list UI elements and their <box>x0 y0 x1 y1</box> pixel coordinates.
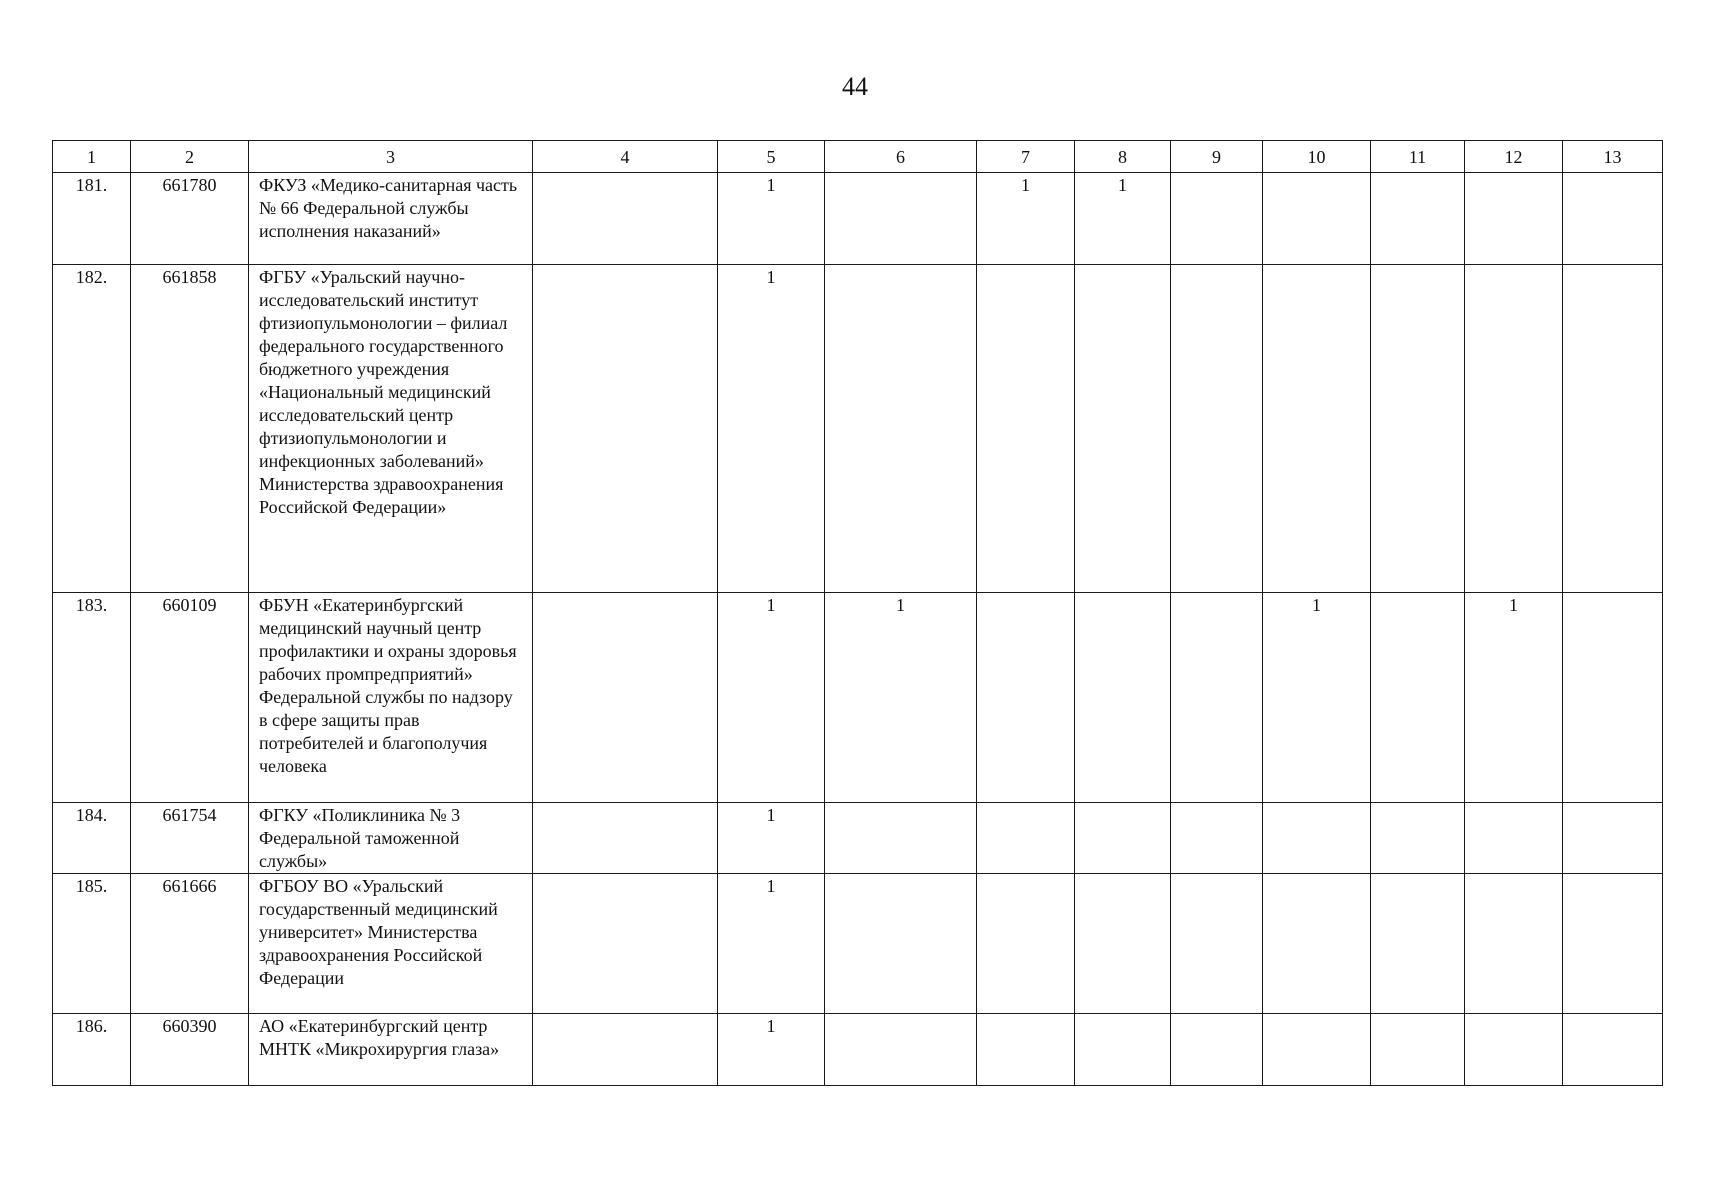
code-cell: 661780 <box>131 173 249 265</box>
column-header: 10 <box>1263 141 1371 173</box>
row-number-cell: 182. <box>53 265 131 593</box>
column-header: 12 <box>1465 141 1563 173</box>
value-cell <box>1563 173 1663 265</box>
value-cell <box>1563 265 1663 593</box>
value-cell: 1 <box>718 1014 825 1086</box>
table-row <box>53 265 1663 593</box>
value-cell <box>977 265 1075 593</box>
value-cell <box>977 803 1075 874</box>
column-header: 2 <box>131 141 249 173</box>
column-header: 13 <box>1563 141 1663 173</box>
value-cell <box>1263 803 1371 874</box>
column-header: 1 <box>53 141 131 173</box>
value-cell <box>825 1014 977 1086</box>
value-cell <box>1075 1014 1171 1086</box>
value-cell: 1 <box>718 593 825 803</box>
value-cell <box>1075 874 1171 1014</box>
page-number: 44 <box>842 72 868 101</box>
value-cell <box>1171 173 1263 265</box>
value-cell <box>1563 1014 1663 1086</box>
value-cell <box>1563 874 1663 1014</box>
table-row <box>53 874 1663 1014</box>
value-cell <box>1371 173 1465 265</box>
value-cell <box>533 803 718 874</box>
value-cell <box>977 1014 1075 1086</box>
value-cell <box>1075 803 1171 874</box>
value-cell <box>1263 173 1371 265</box>
value-cell <box>1263 874 1371 1014</box>
row-number-cell: 185. <box>53 874 131 1014</box>
value-cell <box>1171 874 1263 1014</box>
value-cell <box>1371 874 1465 1014</box>
value-cell <box>1171 803 1263 874</box>
code-cell: 661858 <box>131 265 249 593</box>
data-table <box>52 140 1663 1086</box>
value-cell: 1 <box>718 874 825 1014</box>
column-header: 7 <box>977 141 1075 173</box>
value-cell: 1 <box>718 173 825 265</box>
value-cell: 1 <box>1465 593 1563 803</box>
organization-name-cell: ФБУН «Екатеринбургский медицинский научный центр профилактики и охраны здоровья рабочих промпредприятий» Федеральной службы по надзору в сфере защиты прав потребителей и благополучия человека <box>249 593 533 803</box>
table-row <box>53 803 1663 874</box>
value-cell <box>825 265 977 593</box>
value-cell <box>1171 593 1263 803</box>
column-header: 4 <box>533 141 718 173</box>
value-cell <box>1075 265 1171 593</box>
code-cell: 660109 <box>131 593 249 803</box>
value-cell <box>977 874 1075 1014</box>
value-cell <box>1171 1014 1263 1086</box>
value-cell <box>1263 1014 1371 1086</box>
code-cell: 661666 <box>131 874 249 1014</box>
value-cell <box>533 874 718 1014</box>
value-cell <box>1371 1014 1465 1086</box>
value-cell <box>1075 593 1171 803</box>
table-row <box>53 1014 1663 1086</box>
value-cell: 1 <box>718 803 825 874</box>
value-cell <box>1371 265 1465 593</box>
value-cell <box>1465 803 1563 874</box>
value-cell <box>825 173 977 265</box>
value-cell <box>533 173 718 265</box>
value-cell <box>825 874 977 1014</box>
row-number-cell: 183. <box>53 593 131 803</box>
value-cell <box>825 803 977 874</box>
organization-name-cell: АО «Екатеринбургский центр МНТК «Микрохирургия глаза» <box>249 1014 533 1086</box>
column-header: 3 <box>249 141 533 173</box>
value-cell <box>1563 803 1663 874</box>
column-header: 8 <box>1075 141 1171 173</box>
row-number-cell: 186. <box>53 1014 131 1086</box>
organization-name-cell: ФГБУ «Уральский научно-исследовательский институт фтизиопульмонологии – филиал федерального государственного бюджетного учреждения «Национальный медицинский исследовательский центр фтизиопульмонологии и инфекционных заболеваний» Министерства здравоохранения Российской Федерации» <box>249 265 533 593</box>
code-cell: 660390 <box>131 1014 249 1086</box>
value-cell <box>1263 265 1371 593</box>
row-number-cell: 181. <box>53 173 131 265</box>
value-cell: 1 <box>1263 593 1371 803</box>
code-cell: 661754 <box>131 803 249 874</box>
value-cell <box>1465 173 1563 265</box>
column-header: 9 <box>1171 141 1263 173</box>
value-cell: 1 <box>825 593 977 803</box>
row-number-cell: 184. <box>53 803 131 874</box>
header-row <box>53 141 1663 173</box>
value-cell: 1 <box>1075 173 1171 265</box>
organization-name-cell: ФКУЗ «Медико-санитарная часть № 66 Федеральной службы исполнения наказаний» <box>249 173 533 265</box>
value-cell <box>1465 874 1563 1014</box>
table-row <box>53 593 1663 803</box>
value-cell <box>1465 1014 1563 1086</box>
value-cell <box>1371 593 1465 803</box>
column-header: 5 <box>718 141 825 173</box>
value-cell <box>533 593 718 803</box>
organization-name-cell: ФГКУ «Поликлиника № 3 Федеральной таможенной службы» <box>249 803 533 874</box>
value-cell <box>977 593 1075 803</box>
value-cell <box>1563 593 1663 803</box>
value-cell <box>533 1014 718 1086</box>
column-header: 11 <box>1371 141 1465 173</box>
value-cell: 1 <box>977 173 1075 265</box>
value-cell <box>1465 265 1563 593</box>
value-cell: 1 <box>718 265 825 593</box>
organization-name-cell: ФГБОУ ВО «Уральский государственный медицинский университет» Министерства здравоохранения Российской Федерации <box>249 874 533 1014</box>
table-row <box>53 173 1663 265</box>
value-cell <box>1171 265 1263 593</box>
column-header: 6 <box>825 141 977 173</box>
value-cell <box>533 265 718 593</box>
value-cell <box>1371 803 1465 874</box>
